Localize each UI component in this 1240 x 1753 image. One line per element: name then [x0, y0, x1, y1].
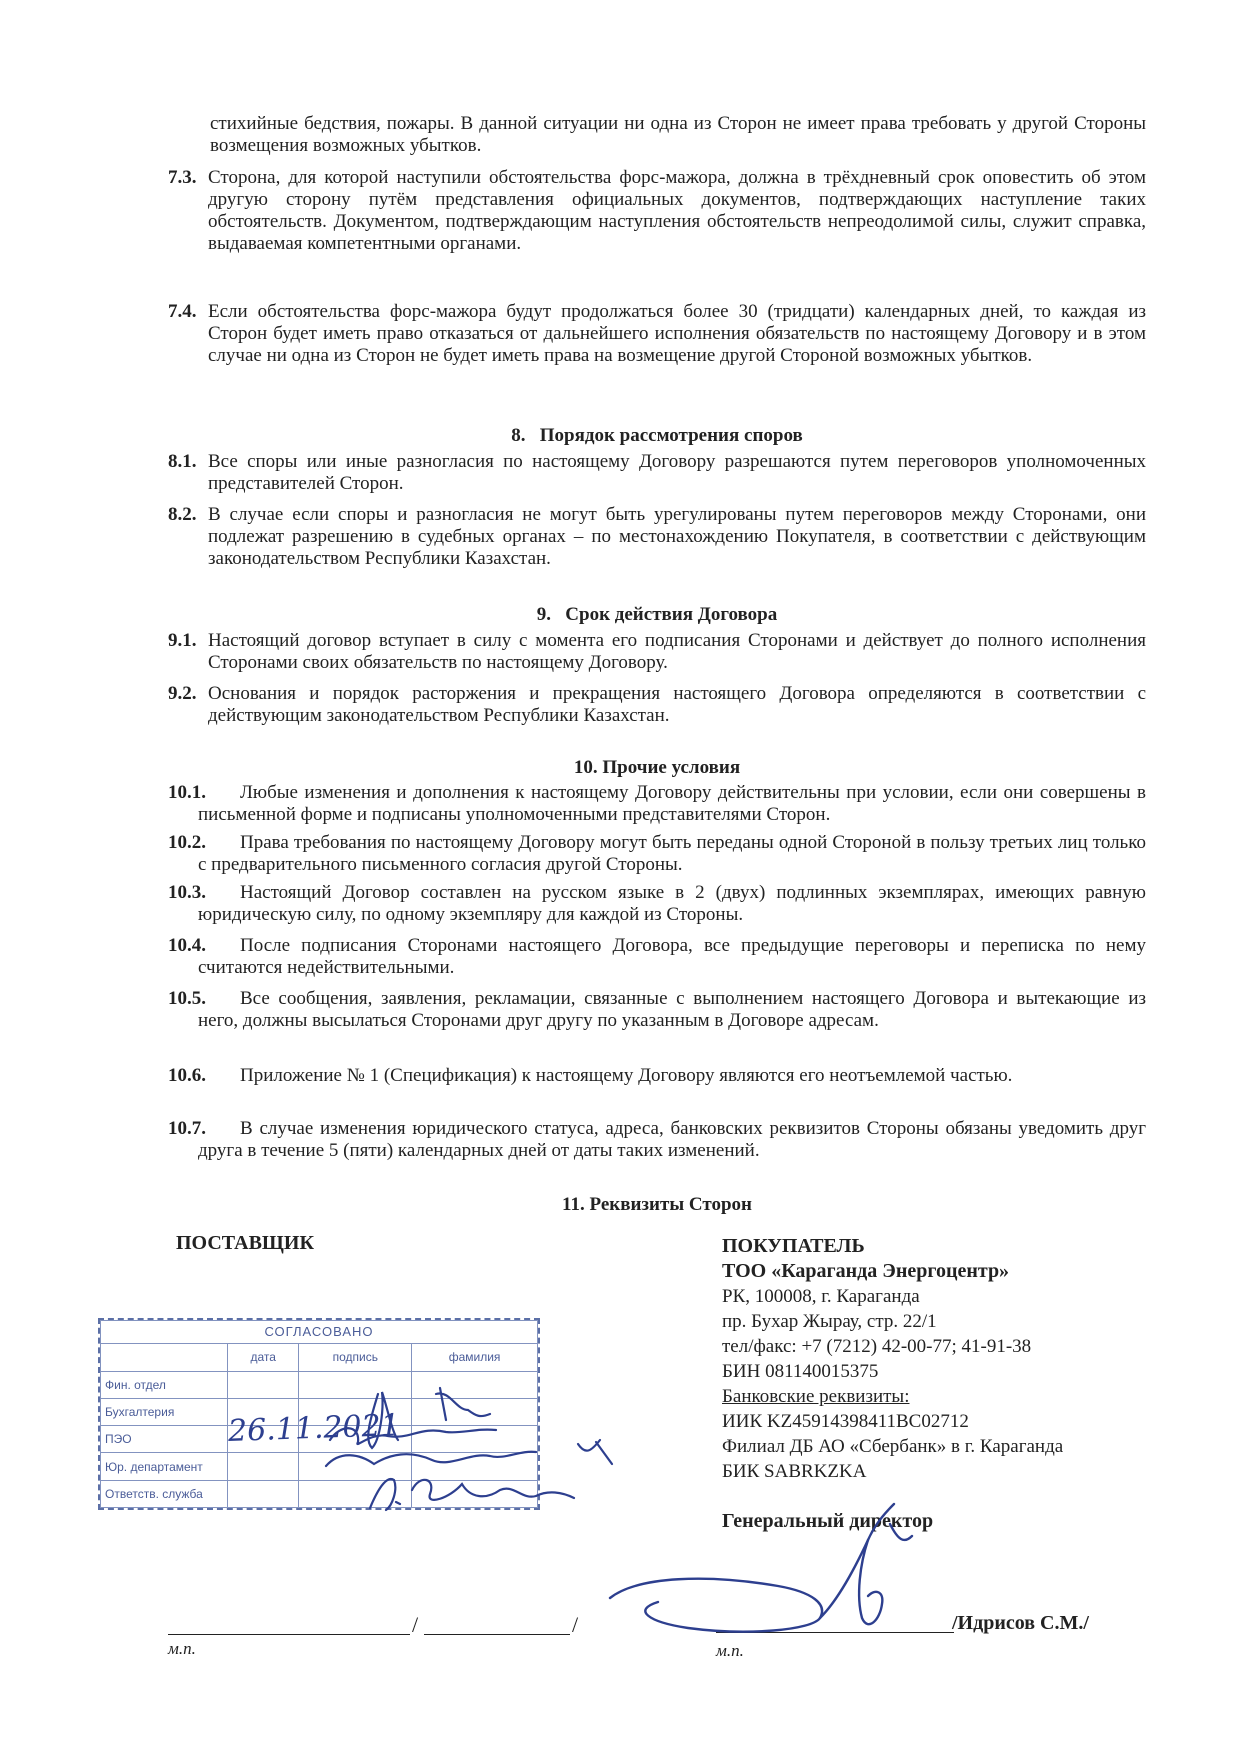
- clause-9-1: [168, 630, 1146, 674]
- clause-text: В случае если споры и разногласия не могут быть урегулированы путем переговоров между Сторонами, они подлежат разрешению в судебных органах – по местонахождению Покупателя, в соответствии с действующим законодательством Республики Казахстан.: [208, 504, 1146, 569]
- stamp-header-date: дата: [228, 1344, 299, 1371]
- clause-8-1: [168, 451, 1146, 495]
- buyer-phone: тел/факс: +7 (7212) 42-00-77; 41-91-38: [722, 1336, 1032, 1357]
- stamp-header-surname: фамилия: [412, 1344, 538, 1371]
- clause-number: 8.2.: [168, 504, 197, 525]
- stamp-header-signature: подпись: [299, 1344, 412, 1371]
- clause-10-5: [168, 988, 1146, 1032]
- clause-number: 10.1.: [168, 782, 206, 803]
- clause-number: 9.1.: [168, 630, 197, 651]
- buyer-address-2: пр. Бухар Жырау, стр. 22/1: [722, 1311, 937, 1332]
- signature-slash: /: [572, 1612, 579, 1637]
- stamp-row-label: Фин. отдел: [101, 1371, 228, 1398]
- clause-text: Если обстоятельства форс-мажора будут продолжаться более 30 (тридцати) календарных дней, то каждая из Сторон будет иметь право отказаться от дальнейшего исполнения обязательств по настоящему Договору и в этом случае ни одна из Сторон не будет иметь права на возмещение другой Стороной возможных убытков.: [208, 301, 1146, 366]
- clause-number: 7.4.: [168, 301, 197, 322]
- clause-10-4: [168, 935, 1146, 979]
- stamp-row-label: ПЭО: [101, 1426, 228, 1453]
- buyer-bik: БИК SABRKZKA: [722, 1461, 867, 1482]
- stamp-row-label: Ответств. служба: [101, 1480, 228, 1507]
- section-9-heading: 9. Срок действия Договора: [536, 604, 778, 625]
- clause-text: Права требования по настоящему Договору могут быть переданы одной Стороной в пользу третьих лиц только с предварительного письменного согласия другой Стороны.: [198, 832, 1146, 875]
- clause-text: Настоящий Договор составлен на русском языке в 2 (двух) подлинных экземплярах, имеющих равную юридическую силу, по одному экземпляру для каждой из Стороны.: [198, 882, 1146, 925]
- clause-7-2-continuation: стихийные бедствия, пожары. В данной ситуации ни одна из Сторон не имеет права требовать у другой Стороны возмещения возможных убытков.: [210, 113, 1146, 156]
- supplier-name-line: [424, 1634, 570, 1635]
- clause-number: 10.3.: [168, 882, 206, 903]
- buyer-title: ПОКУПАТЕЛЬ: [722, 1235, 865, 1257]
- buyer-bank: Филиал ДБ АО «Сбербанк» в г. Караганда: [722, 1436, 1064, 1457]
- handwritten-date: 26.11.2021: [227, 1408, 401, 1449]
- buyer-bank-label: Банковские реквизиты:: [722, 1386, 910, 1407]
- stamp-row-label: Юр. департамент: [101, 1453, 228, 1480]
- clause-number: 10.6.: [168, 1065, 206, 1086]
- clause-text: В случае изменения юридического статуса, адреса, банковских реквизитов Стороны обязаны уведомить друг друга в течение 5 (пяти) календарных дней от даты таких изменений.: [198, 1118, 1146, 1161]
- clause-text: Все споры или иные разногласия по настоящему Договору разрешаются путем переговоров уполномоченных представителей Сторон.: [208, 451, 1146, 494]
- clause-7-4: [168, 301, 1146, 367]
- buyer-signature-line: [716, 1632, 954, 1633]
- clause-number: 8.1.: [168, 451, 197, 472]
- buyer-address-1: РК, 100008, г. Караганда: [722, 1286, 920, 1307]
- supplier-seal-mark: м.п.: [168, 1639, 196, 1658]
- clause-number: 10.7.: [168, 1118, 206, 1139]
- buyer-seal-mark: м.п.: [716, 1641, 744, 1660]
- clause-10-3: [168, 882, 1146, 926]
- approval-table: [100, 1320, 538, 1508]
- section-11-heading: 11. Реквизиты Сторон: [562, 1194, 752, 1215]
- clause-text: Настоящий договор вступает в силу с момента его подписания Сторонами и действует до полного исполнения Сторонами своих обязательств по настоящему Договору.: [208, 630, 1146, 673]
- clause-text: Сторона, для которой наступили обстоятельства форс-мажора, должна в трёхдневный срок оповестить об этом другую сторону путём представления официальных документов, подтверждающих наступление таких обстоятельств. Документом, подтверждающим наступления обстоятельств непреодолимой силы, служит справка, выдаваемая компетентными органами.: [208, 167, 1146, 254]
- stamp-title: СОГЛАСОВАНО: [101, 1321, 538, 1344]
- buyer-company: ТОО «Караганда Энергоцентр»: [722, 1260, 1010, 1282]
- clause-7-3: [168, 167, 1146, 255]
- supplier-signature-line: [168, 1634, 410, 1635]
- clause-10-1: [168, 782, 1146, 826]
- clause-text: После подписания Сторонами настоящего Договора, все предыдущие переговоры и переписка по нему считаются недействительными.: [198, 935, 1146, 978]
- clause-10-2: [168, 832, 1146, 876]
- buyer-bin: БИН 081140015375: [722, 1361, 879, 1382]
- supplier-title: ПОСТАВЩИК: [176, 1232, 314, 1254]
- stamp-row-label: Бухгалтерия: [101, 1398, 228, 1425]
- buyer-requisites: [722, 1234, 1162, 1534]
- buyer-iik: ИИК KZ45914398411BC02712: [722, 1411, 969, 1432]
- clause-number: 10.2.: [168, 832, 206, 853]
- clause-number: 7.3.: [168, 167, 197, 188]
- clause-text: Любые изменения и дополнения к настоящему Договору действительны при условии, если они совершены в письменной форме и подписаны уполномоченными представителями Сторон.: [198, 782, 1146, 825]
- clause-text: Все сообщения, заявления, рекламации, связанные с выполнением настоящего Договора и вытекающие из него, должны высылаться Сторонами друг другу по указанным в Договоре адресам.: [198, 988, 1146, 1031]
- approval-stamp: [98, 1318, 540, 1510]
- section-10-heading: 10. Прочие условия: [573, 757, 741, 778]
- clause-10-6: [168, 1065, 1146, 1087]
- clause-9-2: [168, 683, 1146, 727]
- clause-10-7: [168, 1118, 1146, 1162]
- signature-slash: /: [412, 1612, 419, 1637]
- buyer-signatory: /Идрисов С.М./: [952, 1612, 1089, 1634]
- clause-text: Основания и порядок расторжения и прекращения настоящего Договора определяются в соответствии с действующим законодательством Республики Казахстан.: [208, 683, 1146, 726]
- clause-text: Приложение № 1 (Спецификация) к настоящему Договору являются его неотъемлемой частью.: [240, 1065, 1013, 1086]
- section-8-heading: 8. Порядок рассмотрения споров: [511, 425, 803, 446]
- clause-number: 9.2.: [168, 683, 197, 704]
- buyer-position: Генеральный директор: [722, 1510, 934, 1532]
- clause-8-2: [168, 504, 1146, 570]
- clause-number: 10.5.: [168, 988, 206, 1009]
- clause-number: 10.4.: [168, 935, 206, 956]
